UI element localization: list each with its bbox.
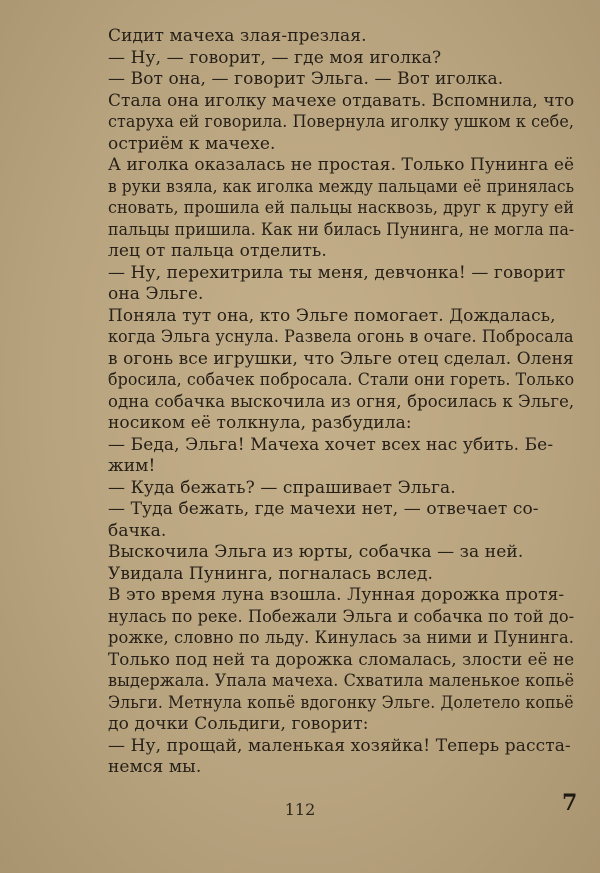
- text-line: — Куда бежать? — спрашивает Эльга.: [108, 477, 456, 498]
- text-line: Увидала Пунинга, погналась вслед.: [108, 563, 433, 584]
- text-line: пальцы пришила. Как ни билась Пунинга, не могла па-: [108, 219, 575, 240]
- text-line: Только под ней та дорожка сломалась, злости её не: [108, 649, 575, 670]
- text-line: Выскочила Эльга из юрты, собачка — за ней.: [108, 542, 524, 562]
- text-line: Поняла тут она, кто Эльге помогает. Дождалась,: [108, 305, 556, 326]
- text-line: нулась по реке. Побежали Эльга и собачка по той до-: [108, 606, 575, 627]
- text-line: — Вот она, — говорит Эльга. — Вот иголка.: [108, 69, 504, 89]
- text-line: носиком её толкнула, разбудила:: [108, 413, 412, 433]
- text-line: — Ну, — говорит, — где моя иголка?: [108, 47, 442, 68]
- text-line: — Ну, прощай, маленькая хозяйка! Теперь расста-: [108, 735, 571, 756]
- text-line: до дочки Сольдиги, говорит:: [108, 714, 369, 734]
- page-text: [108, 26, 574, 779]
- text-line: остриём к мачехе.: [108, 133, 276, 154]
- text-line: выдержала. Упала мачеха. Схватила маленькое копьё: [108, 671, 575, 691]
- text-line: Эльги. Метнула копьё вдогонку Эльге. Долетело копьё: [108, 692, 574, 713]
- text-line: сновать, прошила ей пальцы насквозь, друг к другу ей: [108, 198, 575, 218]
- signature-mark: 7: [562, 790, 578, 816]
- text-line: жим!: [108, 456, 156, 476]
- text-line: Сидит мачеха злая-презлая.: [108, 26, 367, 46]
- text-line: — Ну, перехитрила ты меня, девчонка! — говорит: [108, 262, 566, 283]
- text-line: немся мы.: [108, 757, 202, 777]
- text-line: рожке, словно по льду. Кинулась за ними и Пунинга.: [108, 628, 575, 648]
- text-line: когда Эльга уснула. Развела огонь в очаге. Побросала: [108, 327, 574, 347]
- text-line: Стала она иголку мачехе отдавать. Вспомнила, что: [108, 90, 575, 111]
- text-line: бросила, собачек побросала. Стали они гореть. Только: [108, 370, 575, 390]
- text-line: А иголка оказалась не простая. Только Пунинга её: [108, 155, 575, 175]
- text-line: в руки взяла, как иголка между пальцами её принялась: [108, 176, 575, 197]
- text-line: — Беда, Эльга! Мачеха хочет всех нас убить. Бе-: [108, 434, 554, 455]
- text-line: старуха ей говорила. Повернула иголку ушком к себе,: [108, 112, 575, 132]
- text-line: бачка.: [108, 520, 167, 541]
- text-line: лец от пальца отделить.: [108, 241, 327, 261]
- text-line: в огонь все игрушки, что Эльге отец сделал. Оленя: [108, 348, 574, 369]
- text-line: одна собачка выскочила из огня, бросилась к Эльге,: [108, 391, 575, 412]
- page-number: 112: [284, 800, 316, 819]
- text-line: она Эльге.: [108, 284, 204, 304]
- text-line: — Туда бежать, где мачехи нет, — отвечает со-: [108, 499, 539, 519]
- text-line: В это время луна взошла. Лунная дорожка протя-: [108, 585, 565, 605]
